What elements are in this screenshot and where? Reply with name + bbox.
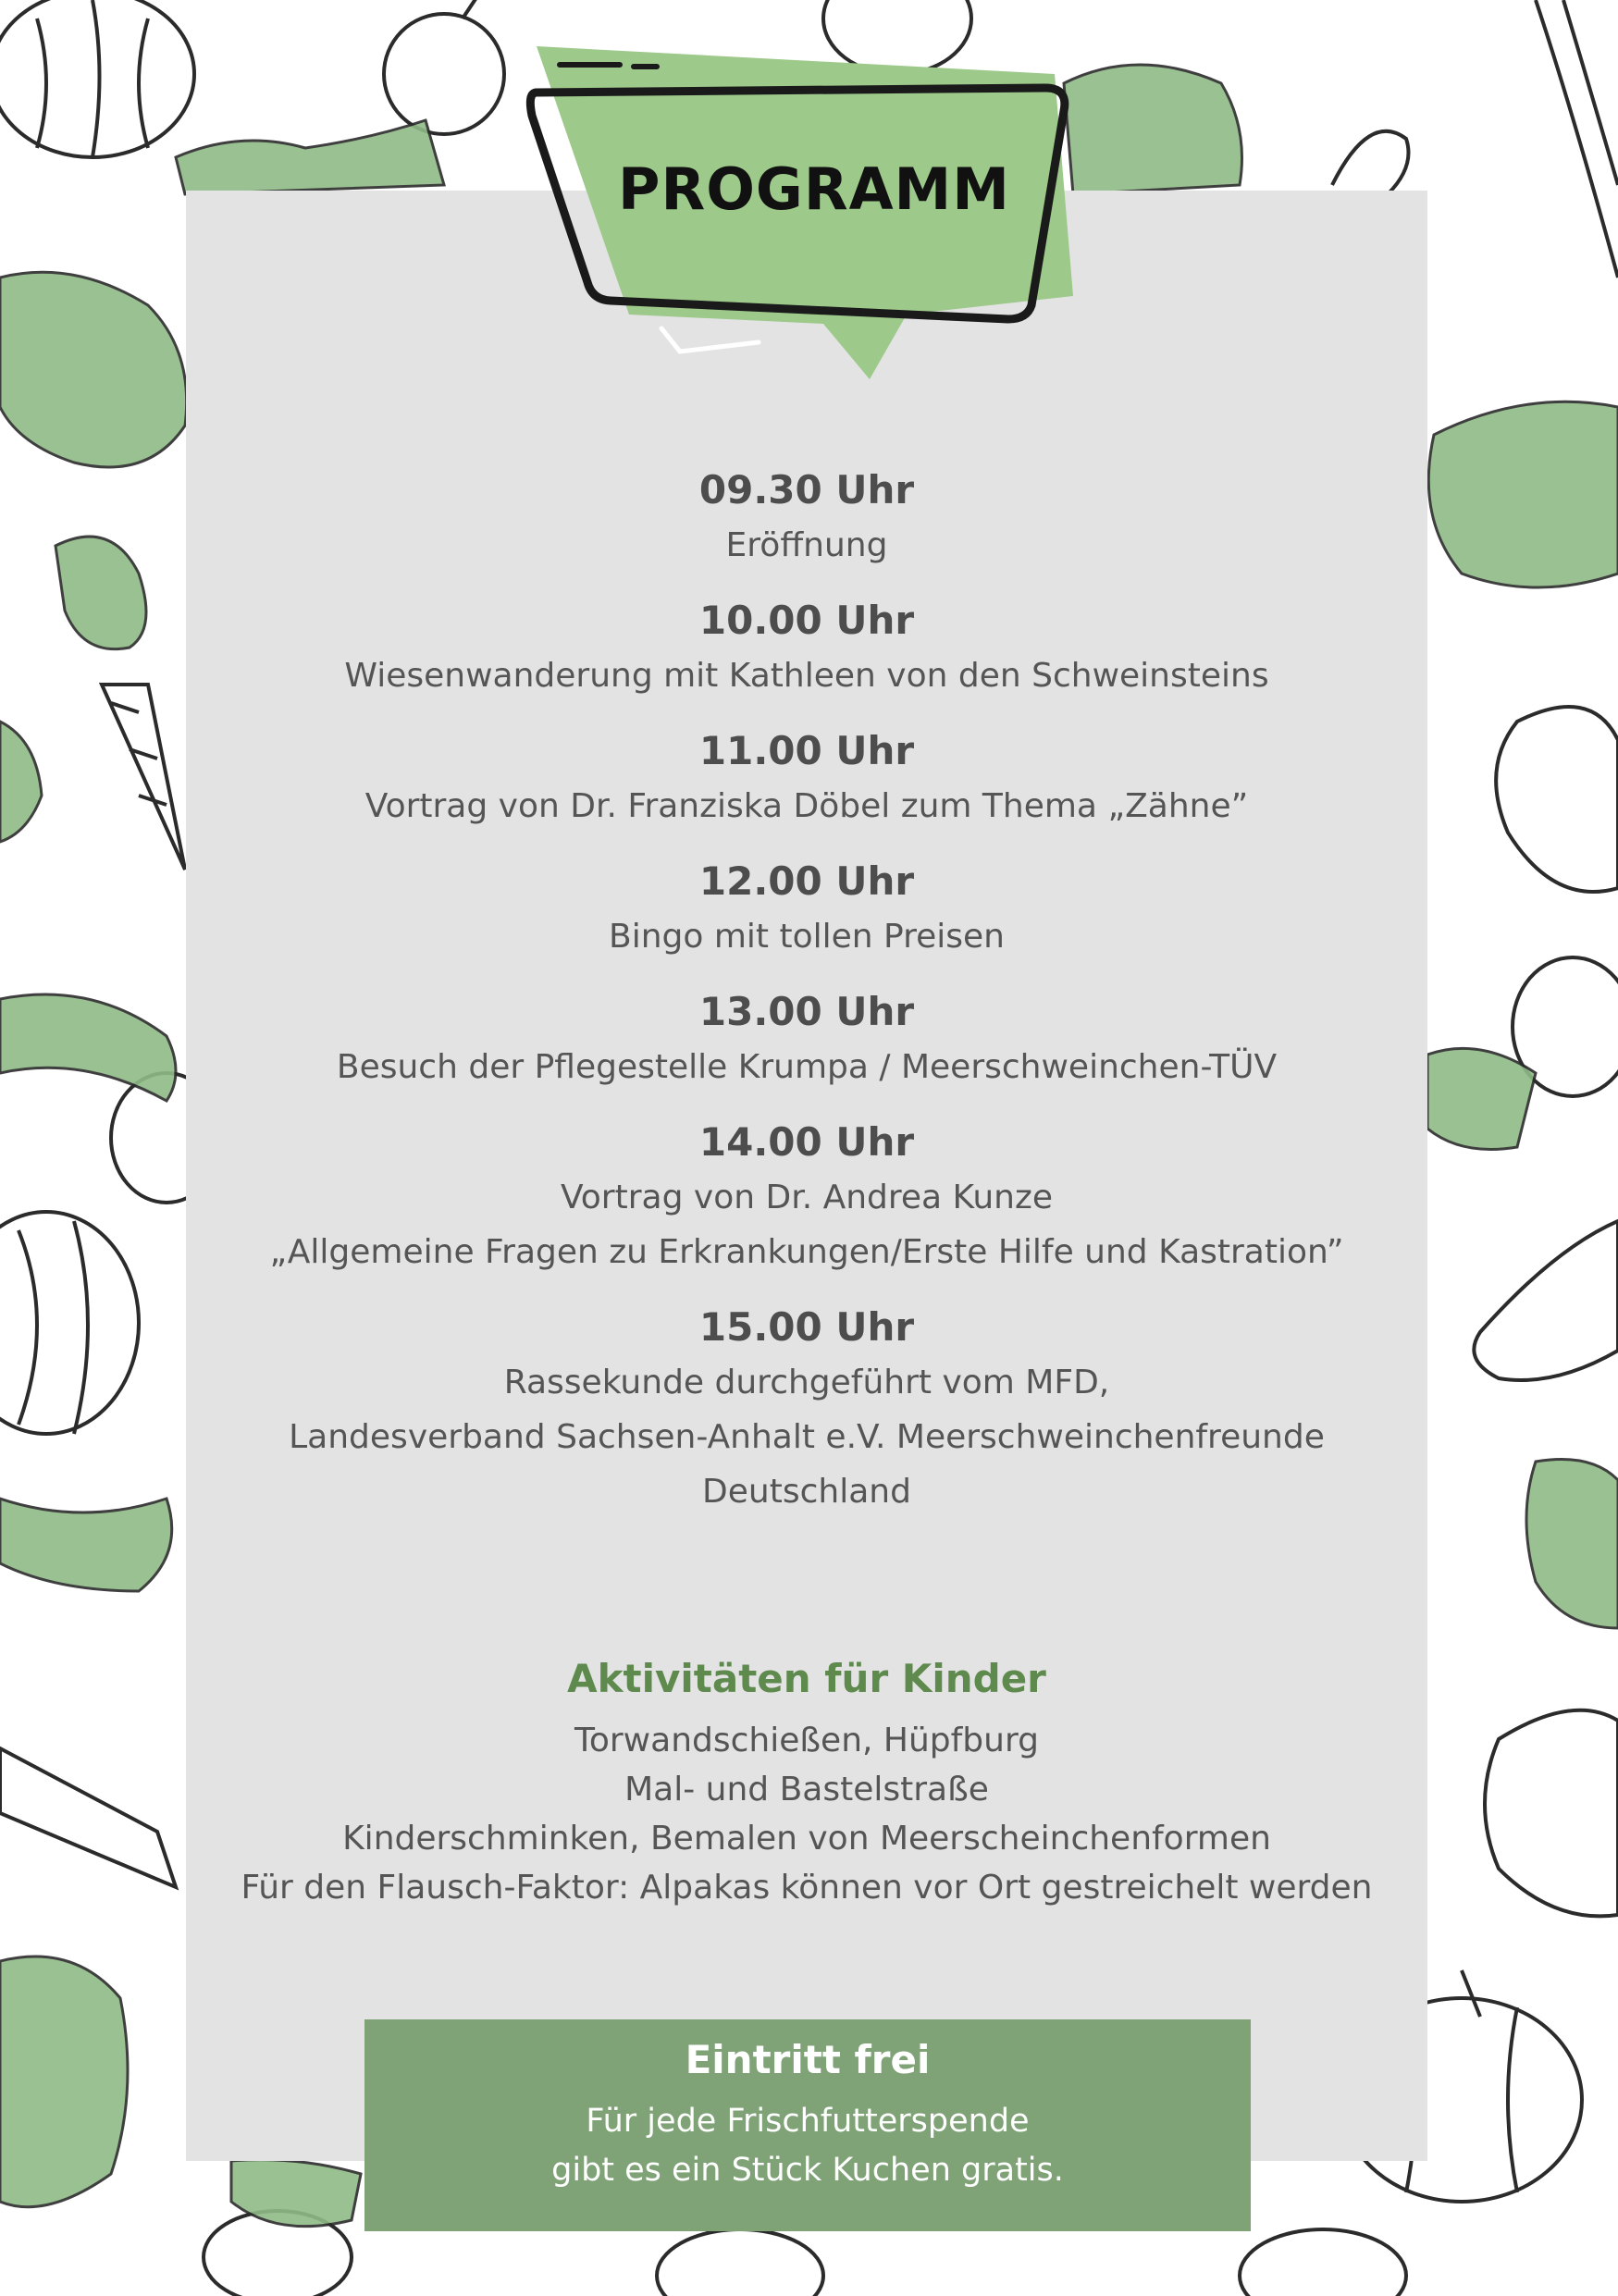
kids-activity-item: Torwandschießen, Hüpfburg: [574, 1722, 1039, 1759]
cabbage-icon: [1428, 401, 1618, 587]
schedule-description: Bingo mit tollen Preisen: [609, 918, 1005, 956]
schedule-description: Landesverband Sachsen-Anhalt e.V. Meerschweinchenfreunde: [289, 1418, 1325, 1456]
schedule-entry: [186, 1300, 1427, 1519]
page-title: PROGRAMM: [618, 155, 1010, 223]
admission-title: Eintritt frei: [685, 2037, 931, 2082]
schedule-description: Rassekunde durchgeführt vom MFD,: [503, 1364, 1110, 1401]
schedule-time: 09.30 Uhr: [698, 467, 915, 512]
pepper-icon: [1496, 707, 1618, 892]
schedule-entry: [186, 593, 1427, 703]
schedule-description: Vortrag von Dr. Andrea Kunze: [560, 1179, 1054, 1216]
cabbage-icon: [0, 994, 176, 1101]
carrot-icon: [102, 685, 185, 870]
schedule-description: Wiesenwanderung mit Kathleen von den Schweinsteins: [344, 657, 1269, 695]
admission-note: Für jede Frischfutterspende: [586, 2103, 1030, 2140]
lettuce-icon: [1474, 1221, 1618, 1380]
cabbage-icon: [1526, 1460, 1618, 1629]
schedule-description: „Allgemeine Fragen zu Erkrankungen/Erste Hilfe und Kastration”: [269, 1233, 1344, 1271]
schedule-time: 12.00 Uhr: [698, 858, 915, 904]
lettuce-icon: [1536, 0, 1618, 278]
schedule-description: Eröffnung: [725, 526, 888, 564]
cabbage-icon: [0, 1499, 172, 1591]
schedule-time: 13.00 Uhr: [698, 989, 915, 1034]
schedule-entry: [186, 463, 1427, 573]
cabbage-icon: [0, 272, 187, 467]
pumpkin-icon: [0, 0, 194, 157]
schedule-entry: [186, 1115, 1427, 1279]
schedule-description: Besuch der Pflegestelle Krumpa / Meerschweinchen-TÜV: [336, 1048, 1278, 1086]
kids-activities-title: Aktivitäten für Kinder: [567, 1656, 1046, 1701]
schedule-entry: [186, 854, 1427, 964]
carrot-icon: [0, 1748, 176, 1887]
schedule-description: Deutschland: [702, 1473, 911, 1511]
kids-activity-item: Mal- und Bastelstraße: [624, 1771, 989, 1808]
carrot-icon: [1332, 131, 1409, 194]
schedule-entry: [186, 984, 1427, 1094]
kids-activities: [186, 1651, 1427, 1912]
pepper-icon: [1485, 1710, 1618, 1917]
schedule-time: 11.00 Uhr: [698, 728, 915, 773]
cabbage-icon: [0, 1957, 128, 2207]
schedule-time: 14.00 Uhr: [698, 1119, 915, 1165]
schedule-time: 10.00 Uhr: [698, 598, 915, 643]
kids-activity-item: Kinderschminken, Bemalen von Meerscheinchenformen: [342, 1820, 1271, 1858]
cabbage-icon: [176, 120, 444, 194]
admission-note: gibt es ein Stück Kuchen gratis.: [551, 2152, 1064, 2189]
cabbage-icon: [56, 537, 146, 649]
radish-icon: [384, 0, 504, 134]
admission-box: [364, 2019, 1251, 2231]
schedule-entry: [186, 723, 1427, 833]
cabbage-icon: [1427, 1048, 1536, 1149]
cabbage-icon: [0, 722, 42, 842]
schedule-description: Vortrag von Dr. Franziska Döbel zum Thema „Zähne”: [364, 787, 1249, 825]
schedule-time: 15.00 Uhr: [698, 1304, 915, 1350]
kids-activity-item: Für den Flausch-Faktor: Alpakas können vor Ort gestreichelt werden: [241, 1869, 1373, 1907]
schedule-list: [186, 463, 1427, 1539]
